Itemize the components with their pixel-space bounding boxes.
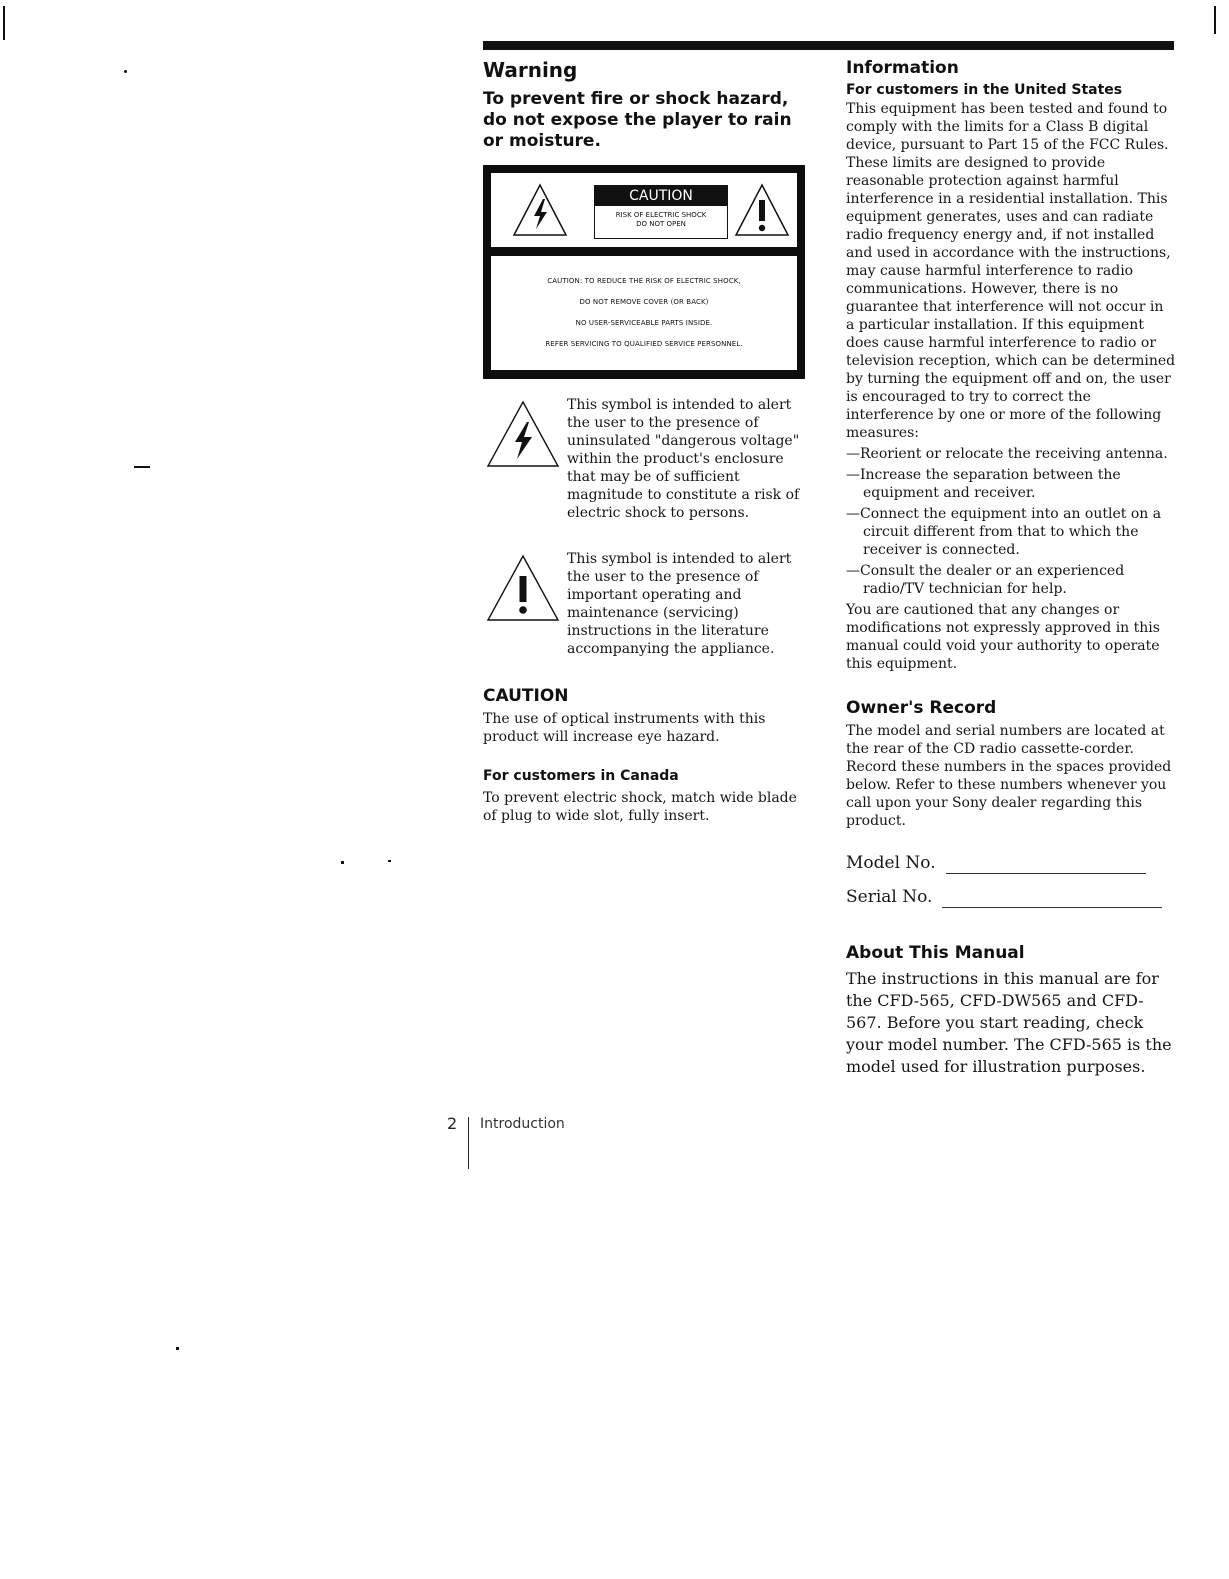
page-number: 2 <box>447 1114 458 1133</box>
model-number-label: Model No. <box>846 853 936 873</box>
label-line: DO NOT REMOVE COVER (OR BACK) <box>579 298 709 306</box>
exclamation-triangle-icon <box>734 183 790 237</box>
scan-speck <box>341 861 344 864</box>
label-line: CAUTION: TO REDUCE THE RISK OF ELECTRIC SHOCK, <box>547 277 741 285</box>
us-customers-heading: For customers in the United States <box>846 82 1123 98</box>
caution-small-2: DO NOT OPEN <box>636 220 686 228</box>
exclamation-symbol-row <box>483 550 803 676</box>
owners-record-heading: Owner's Record <box>846 698 997 718</box>
information-heading: Information <box>846 58 959 78</box>
caution-label-top <box>491 173 797 247</box>
scan-speck <box>134 466 150 468</box>
model-number-blank[interactable] <box>946 859 1146 874</box>
model-number-field[interactable] <box>846 852 1176 874</box>
lightning-triangle-icon <box>512 183 568 237</box>
serial-number-label: Serial No. <box>846 887 933 907</box>
canada-text: To prevent electric shock, match wide blade of plug to wide slot, fully insert. <box>483 790 797 824</box>
footer-divider <box>468 1117 469 1169</box>
lightning-triangle-icon <box>486 400 560 468</box>
caution-label-bottom <box>491 256 797 370</box>
measure-item: —Consult the dealer or an experienced radio/TV technician for help. <box>846 563 1125 597</box>
scan-speck <box>176 1347 179 1350</box>
right-column <box>846 57 1176 1078</box>
caution-text: The use of optical instruments with this product will increase eye hazard. <box>483 711 766 745</box>
label-line: REFER SERVICING TO QUALIFIED SERVICE PERSONNEL. <box>545 340 743 348</box>
section-name: Introduction <box>480 1116 565 1132</box>
us-customers-text: This equipment has been tested and found to comply with the limits for a Class B digital device, pursuant to Part 15 of the FCC Rules. These limits are designed to provide reasonable protection against harmful interference in a residential installation. This equipment generates, uses and can radiate radio frequency energy and, if not installed and used in accordance with the instructions, may cause harmful interference to radio communications. However, there is no guarantee that interference will not occur in a particular installation. If this equipment does cause harmful interference to radio or television reception, which can be determined by turning the equipment off and on, the user is encouraged to try to correct the interference by one or more of the following measures: <box>846 101 1176 441</box>
owners-record-text: The model and serial numbers are located at the rear of the CD radio cassette-corder. Record these numbers in the spaces provided below. Refer to these numbers whenever you call upon your Sony dealer regarding this product. <box>846 723 1172 829</box>
serial-number-blank[interactable] <box>942 893 1162 908</box>
about-manual-heading: About This Manual <box>846 943 1025 963</box>
measure-item: —Increase the separation between the equipment and receiver. <box>846 467 1121 501</box>
scan-mark <box>3 6 5 40</box>
warning-subheading: To prevent fire or shock hazard, do not expose the player to rain or moisture. <box>483 89 792 151</box>
measure-item: —Reorient or relocate the receiving antenna. <box>846 446 1168 462</box>
exclamation-triangle-icon <box>486 554 560 622</box>
label-line: NO USER-SERVICEABLE PARTS INSIDE. <box>575 319 713 327</box>
caution-small-1: RISK OF ELECTRIC SHOCK <box>615 211 707 219</box>
voltage-symbol-row <box>483 396 803 542</box>
left-column <box>483 57 803 825</box>
serial-number-field[interactable] <box>846 886 1176 908</box>
measure-item: —Connect the equipment into an outlet on a circuit different from that to which the receiver is connected. <box>846 506 1162 558</box>
changes-caution-text: You are cautioned that any changes or modifications not expressly approved in this manual could void your authority to operate this equipment. <box>846 602 1160 672</box>
caution-banner: CAUTION <box>595 186 727 206</box>
caution-heading: CAUTION <box>483 686 569 706</box>
caution-center-box <box>594 185 728 239</box>
top-rule <box>483 41 1174 50</box>
warning-heading: Warning <box>483 58 578 82</box>
caution-label <box>483 165 805 379</box>
canada-heading: For customers in Canada <box>483 768 679 784</box>
scan-speck <box>124 70 127 73</box>
about-manual-text: The instructions in this manual are for the CFD-565, CFD-DW565 and CFD-567. Before you start reading, check your model number. The CFD-565 is the model used for illustration purposes. <box>846 969 1172 1076</box>
scan-mark <box>1214 6 1216 34</box>
scan-speck <box>388 860 391 862</box>
exclamation-symbol-text: This symbol is intended to alert the user to the presence of important operating and maintenance (servicing) instructions in the literature accompanying the appliance. <box>567 551 792 657</box>
voltage-symbol-text: This symbol is intended to alert the user to the presence of uninsulated "dangerous voltage" within the product's enclosure that may be of sufficient magnitude to constitute a risk of electric shock to persons. <box>567 397 800 521</box>
